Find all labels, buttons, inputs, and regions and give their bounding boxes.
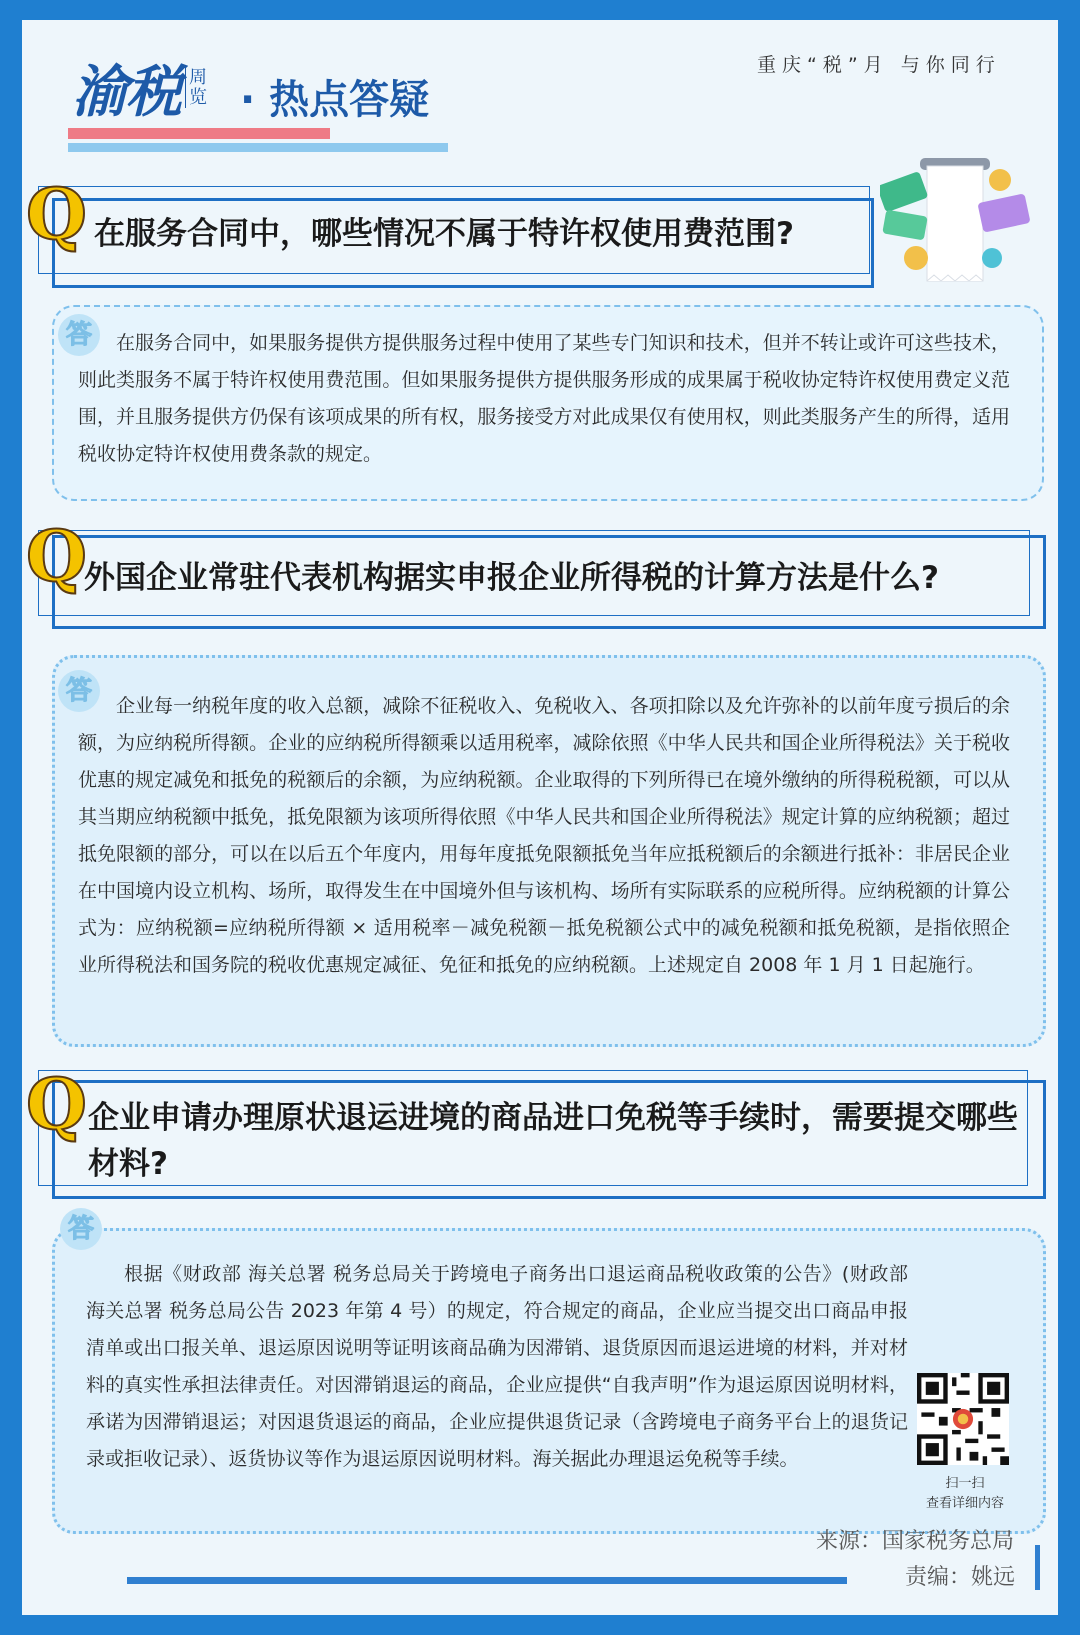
qr-caption-line1: 扫一扫 xyxy=(945,1476,985,1491)
qr-caption-line2: 查看详细内容 xyxy=(925,1496,1004,1511)
question-3-text: 企业申请办理原状退运进境的商品进口免税等手续时，需要提交哪些材料? xyxy=(88,1100,1018,1182)
answer-badge-icon: 答 xyxy=(58,670,100,712)
question-1-text: 在服务合同中，哪些情况不属于特许权使用费范围? xyxy=(94,216,794,252)
footer-vertical-bar xyxy=(1035,1545,1040,1590)
logo-subtitle: 周览 xyxy=(185,68,213,108)
question-mark-icon: Q xyxy=(26,1063,87,1146)
qr-code[interactable] xyxy=(917,1373,1009,1465)
answer-2-text: 企业每一纳税年度的收入总额，减除不征税收入、免税收入、各项扣除以及允许弥补的以前年度亏损后的余额，为应纳税所得额。企业的应纳税所得额乘以适用税率，减除依照《中华人民共和国企业所得税法》关于税收优惠的规定减免和抵免的税额后的余额，为应纳税额。企业取得的下列所得已在境外缴纳的所得税税额，可以从其当期应纳税额中抵免，抵免限额为该项所得依照《中华人民共和国企业所得税法》规定计算的应纳税额；超过抵免限额的部分，可以在以后五个年度内，用每年度抵免限额抵免当年应抵税额后的余额进行抵补：非居民企业在中国境内设立机构、场所，取得发生在中国境外但与该机构、场所有实际联系的应税所得。应纳税额的计算公式为：应纳税额=应纳税所得额 × 适用税率－减免税额－抵免税额公式中的减免税额和抵免税额，是指依照企业所得税法和国务院的税收优惠规定减征、免征和抵免的应纳税额。上述规定自 2008 年 1 月 1 日起施行。 xyxy=(78,695,1010,976)
qr-caption xyxy=(903,1474,1027,1514)
logo: 渝税 xyxy=(72,59,180,125)
answer-badge-icon: 答 xyxy=(60,1208,102,1250)
editor-credit: 责编：姚远 xyxy=(905,1565,1016,1590)
page-title: · 热点答疑 xyxy=(240,77,430,123)
slogan: 重庆“税”月 与你同行 xyxy=(757,54,1001,76)
source-credit: 来源：国家税务总局 xyxy=(816,1529,1015,1554)
receipt-money-illustration xyxy=(880,158,1040,288)
question-mark-icon: Q xyxy=(26,515,87,598)
question-2-text: 外国企业常驻代表机构据实申报企业所得税的计算方法是什么? xyxy=(84,560,939,596)
header-bar-blue xyxy=(68,143,448,152)
question-mark-icon: Q xyxy=(26,173,87,256)
footer-bar xyxy=(127,1577,847,1584)
answer-badge-icon: 答 xyxy=(58,314,100,356)
answer-1-text: 在服务合同中，如果服务提供方提供服务过程中使用了某些专门知识和技术，但并不转让或许可这些技术，则此类服务不属于特许权使用费范围。但如果服务提供方提供服务形成的成果属于税收协定特许权使用费定义范围，并且服务提供方仍保有该项成果的所有权，服务接受方对此成果仅有使用权，则此类服务产生的所得，适用税收协定特许权使用费条款的规定。 xyxy=(78,332,1010,465)
answer-3-text: 根据《财政部 海关总署 税务总局关于跨境电子商务出口退运商品税收政策的公告》(财政部 海关总署 税务总局公告 2023 年第 4 号）的规定，符合规定的商品，企业应当提交出口商品申报清单或出口报关单、退运原因说明等证明该商品确为因滞销、退货原因而退运进境的材料，并对材料的真实性承担法律责任。对因滞销退运的商品，企业应提供“自我声明”作为退运原因说明材料，承诺为因滞销退运；对因退货退运的商品，企业应提供退货记录（含跨境电子商务平台上的退货记录或拒收记录）、返货协议等作为退运原因说明材料。海关据此办理退运免税等手续。 xyxy=(86,1263,908,1470)
header-bar-red xyxy=(68,128,330,139)
